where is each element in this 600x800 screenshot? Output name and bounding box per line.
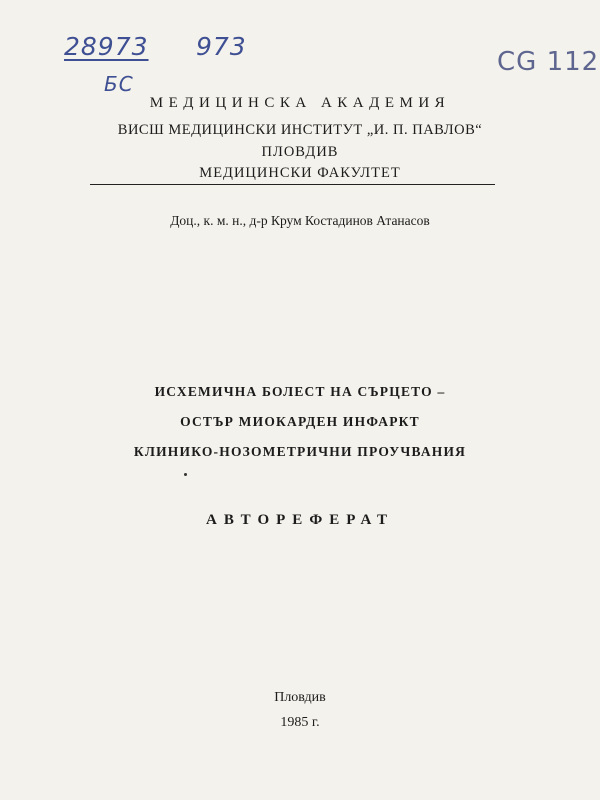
imprint-year: 1985 г. [280, 715, 320, 730]
title-line-3: КЛИНИКО-НОЗОМЕТРИЧНИ ПРОУЧВАНИЯ [133, 444, 467, 459]
handwritten-inventory-number-short: 973 [196, 32, 247, 61]
inventory-number-a: 28973 [64, 32, 149, 61]
handwritten-shelf-mark: CG 112 [497, 47, 600, 77]
imprint-city: Пловдив [274, 690, 326, 705]
handwritten-inventory-number [64, 32, 149, 61]
faculty-name: МЕДИЦИНСКИ ФАКУЛТЕТ [199, 165, 401, 181]
print-speck [184, 473, 187, 476]
header-divider [90, 184, 495, 185]
title-line-2: ОСТЪР МИОКАРДЕН ИНФАРКТ [180, 414, 420, 429]
handwritten-initials: БС [104, 72, 134, 96]
title-line-1: ИСХЕМИЧНА БОЛЕСТ НА СЪРЦЕТО – [154, 384, 446, 399]
institute-city: ПЛОВДИВ [261, 144, 339, 160]
institute-name: ВИСШ МЕДИЦИНСКИ ИНСТИТУТ „И. П. ПАВЛОВ“ [117, 122, 483, 138]
academy-name: МЕДИЦИНСКА АКАДЕМИЯ [149, 95, 451, 111]
author-line: Доц., к. м. н., д-р Крум Костадинов Атанасов [170, 213, 430, 228]
document-type: АВТОРЕФЕРАТ [206, 512, 394, 528]
